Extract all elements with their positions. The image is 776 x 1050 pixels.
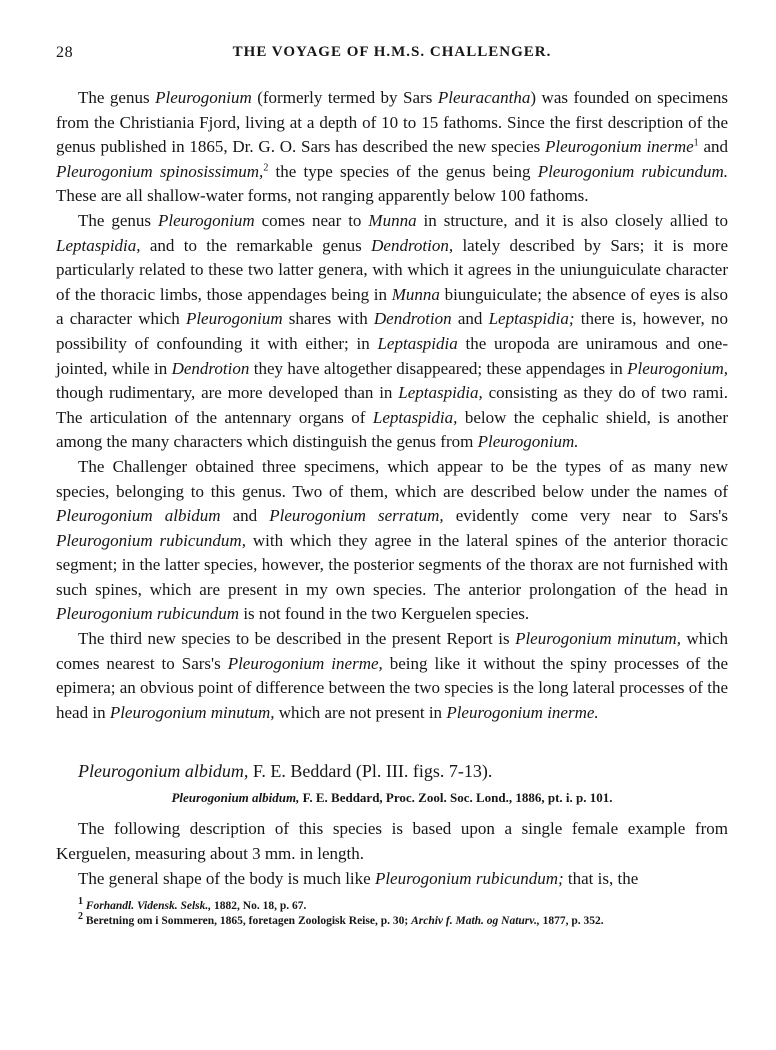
text-run: evidently come very near to Sars's — [443, 506, 728, 526]
italic-text: Pleuracantha — [437, 88, 531, 107]
text-run: The genus — [78, 88, 156, 107]
text-run: biunguiculate; the absence of eyes is also a character which — [56, 284, 728, 329]
text-run: These are all shallow-water forms, not ranging apparently below 100 fathoms. — [56, 186, 589, 206]
italic-text: Pleurogonium — [155, 88, 252, 107]
text-run: below the cephalic shield, is another among the many characters which distinguish the genus from — [56, 407, 728, 452]
italic-text: Pleurogonium rubicundum, — [56, 530, 246, 550]
text-run: The genus — [78, 210, 159, 230]
text-run: F. E. Beddard (Pl. III. figs. 7-13). — [248, 761, 493, 782]
paragraph — [56, 455, 728, 627]
italic-text: Pleurogonium — [158, 210, 255, 230]
italic-text: Munna — [391, 284, 440, 304]
text-run: they have altogether disappeared; these appendages in — [249, 358, 628, 378]
italic-text: Dendrotion — [171, 358, 250, 378]
italic-text: Pleurogonium albidum, — [78, 761, 249, 782]
text-run: The following description of this species is based upon a single female example from Kerguelen, measuring about 3 mm. in length. — [56, 819, 728, 864]
text-run: and — [220, 506, 270, 526]
italic-text: Pleurogonium inerme, — [227, 653, 383, 673]
footnote-marker: 1 — [693, 137, 699, 149]
text-run: (formerly termed by Sars — [251, 88, 438, 107]
paragraph — [56, 817, 728, 866]
running-title: THE VOYAGE OF H.M.S. CHALLENGER. — [232, 44, 552, 60]
text-run: the uropoda are uniramous and one-jointed, while in — [56, 333, 728, 378]
text-run: F. E. Beddard, Proc. Zool. Soc. Lond., 1886, pt. i. p. 101. — [299, 790, 613, 806]
italic-text: Pleurogonium minutum, — [109, 702, 275, 722]
italic-text: Pleurogonium, — [627, 358, 728, 378]
italic-text: Leptaspidia, — [372, 407, 458, 427]
italic-text: Forhandl. Vidensk. Selsk., — [85, 900, 212, 913]
text-run: though rudimentary, are more developed than in — [56, 383, 399, 403]
footnote-marker: 1 — [78, 896, 83, 908]
text-run: The general shape of the body is much like — [78, 868, 375, 888]
text-run: 1882, No. 18, p. 67. — [211, 900, 307, 913]
italic-text: Pleurogonium minutum, — [515, 629, 681, 649]
text-run: The Challenger obtained three specimens, which appear to be the types of as many new species, belonging to this genus. Two of them, which are described below under the names of — [56, 456, 728, 501]
text-run: lately described by Sars; it is more particularly related to these two latter genera, with which it agrees in the uniunguiculate character of the thoracic limbs, those appendages being in — [56, 235, 728, 304]
species-citation — [56, 789, 728, 807]
text-run: there is, however, no possibility of confounding it with either; in — [56, 309, 728, 353]
italic-text: Leptaspidia; — [488, 309, 575, 329]
italic-text: Pleurogonium albidum, — [171, 790, 300, 806]
italic-text: Pleurogonium inerme. — [446, 702, 599, 722]
text-run: consisting as they do of two rami. The articulation of the antennary organs of — [56, 383, 728, 427]
text-run: with which they agree in the lateral spines of the anterior thoracic segment; in the latter species, however, the posterior segments of the thorax are not furnished with such spines, which are present in my own species. The anterior prolongation of the head in — [56, 530, 728, 599]
footnote-marker: 2 — [78, 911, 83, 923]
italic-text: Pleurogonium — [185, 309, 283, 329]
page — [56, 44, 728, 929]
italic-text: Pleurogonium spinosissimum, — [56, 161, 264, 181]
italic-text: Pleurogonium rubicundum. — [537, 161, 728, 181]
italic-text: Leptaspidia, — [56, 235, 141, 255]
text-run: that is, the — [563, 868, 639, 888]
italic-text: Pleurogonium rubicundum; — [374, 868, 564, 888]
paragraph — [56, 627, 728, 725]
text-run: shares with — [282, 309, 374, 329]
text-run: being like it without the spiny processes of the epimera; an obvious point of difference between the two species is the long lateral processes of the head in — [56, 653, 728, 722]
italic-text: Pleurogonium serratum, — [269, 506, 444, 526]
text-run: the type species of the genus being — [268, 161, 538, 181]
italic-text: Pleurogonium rubicundum — [56, 604, 240, 624]
italic-text: Dendrotion, — [371, 235, 454, 255]
text-run: which are not present in — [274, 702, 447, 722]
italic-text: Munna — [368, 210, 417, 230]
text-run: ) was founded on specimens from the Christiania Fjord, living at a depth of 10 to 15 fathoms. Since the first description of the genus published in 1865, Dr. G. O. Sars has described the new species — [56, 88, 728, 157]
paragraph — [56, 867, 728, 892]
species-description — [56, 817, 728, 891]
italic-text: Pleurogonium albidum — [56, 506, 221, 526]
footnote — [78, 896, 728, 914]
paragraph — [56, 86, 728, 209]
text-run: and to the remarkable genus — [140, 235, 372, 255]
text-run: 1877, p. 352. — [539, 915, 604, 928]
italic-text: Archiv f. Math. og Naturv., — [411, 915, 540, 928]
italic-text: Dendrotion — [373, 309, 452, 329]
footnote — [78, 911, 728, 929]
running-head — [56, 44, 728, 68]
page-number: 28 — [56, 44, 74, 61]
text-run: comes near to — [254, 210, 369, 230]
text-run: Beretning om i Sommeren, 1865, foretagen Zoologisk Reise, p. 30; — [83, 915, 412, 928]
paragraph — [56, 209, 728, 455]
italic-text: Pleurogonium. — [477, 432, 579, 452]
text-run: in structure, and it is also closely allied to — [416, 210, 729, 230]
body-text — [56, 86, 728, 725]
footnotes — [56, 896, 728, 929]
text-run: is not found in the two Kerguelen species. — [239, 604, 530, 624]
species-heading — [78, 759, 728, 783]
text-run: The third new species to be described in the present Report is — [78, 629, 516, 649]
italic-text: Leptaspidia, — [398, 383, 483, 403]
italic-text: Leptaspidia — [377, 333, 458, 353]
text-run: and — [451, 309, 489, 329]
italic-text: Pleurogonium inerme — [545, 137, 694, 157]
text-run: which comes nearest to Sars's — [56, 629, 728, 673]
footnote-marker: 2 — [263, 162, 269, 174]
text-run: and — [698, 137, 728, 157]
